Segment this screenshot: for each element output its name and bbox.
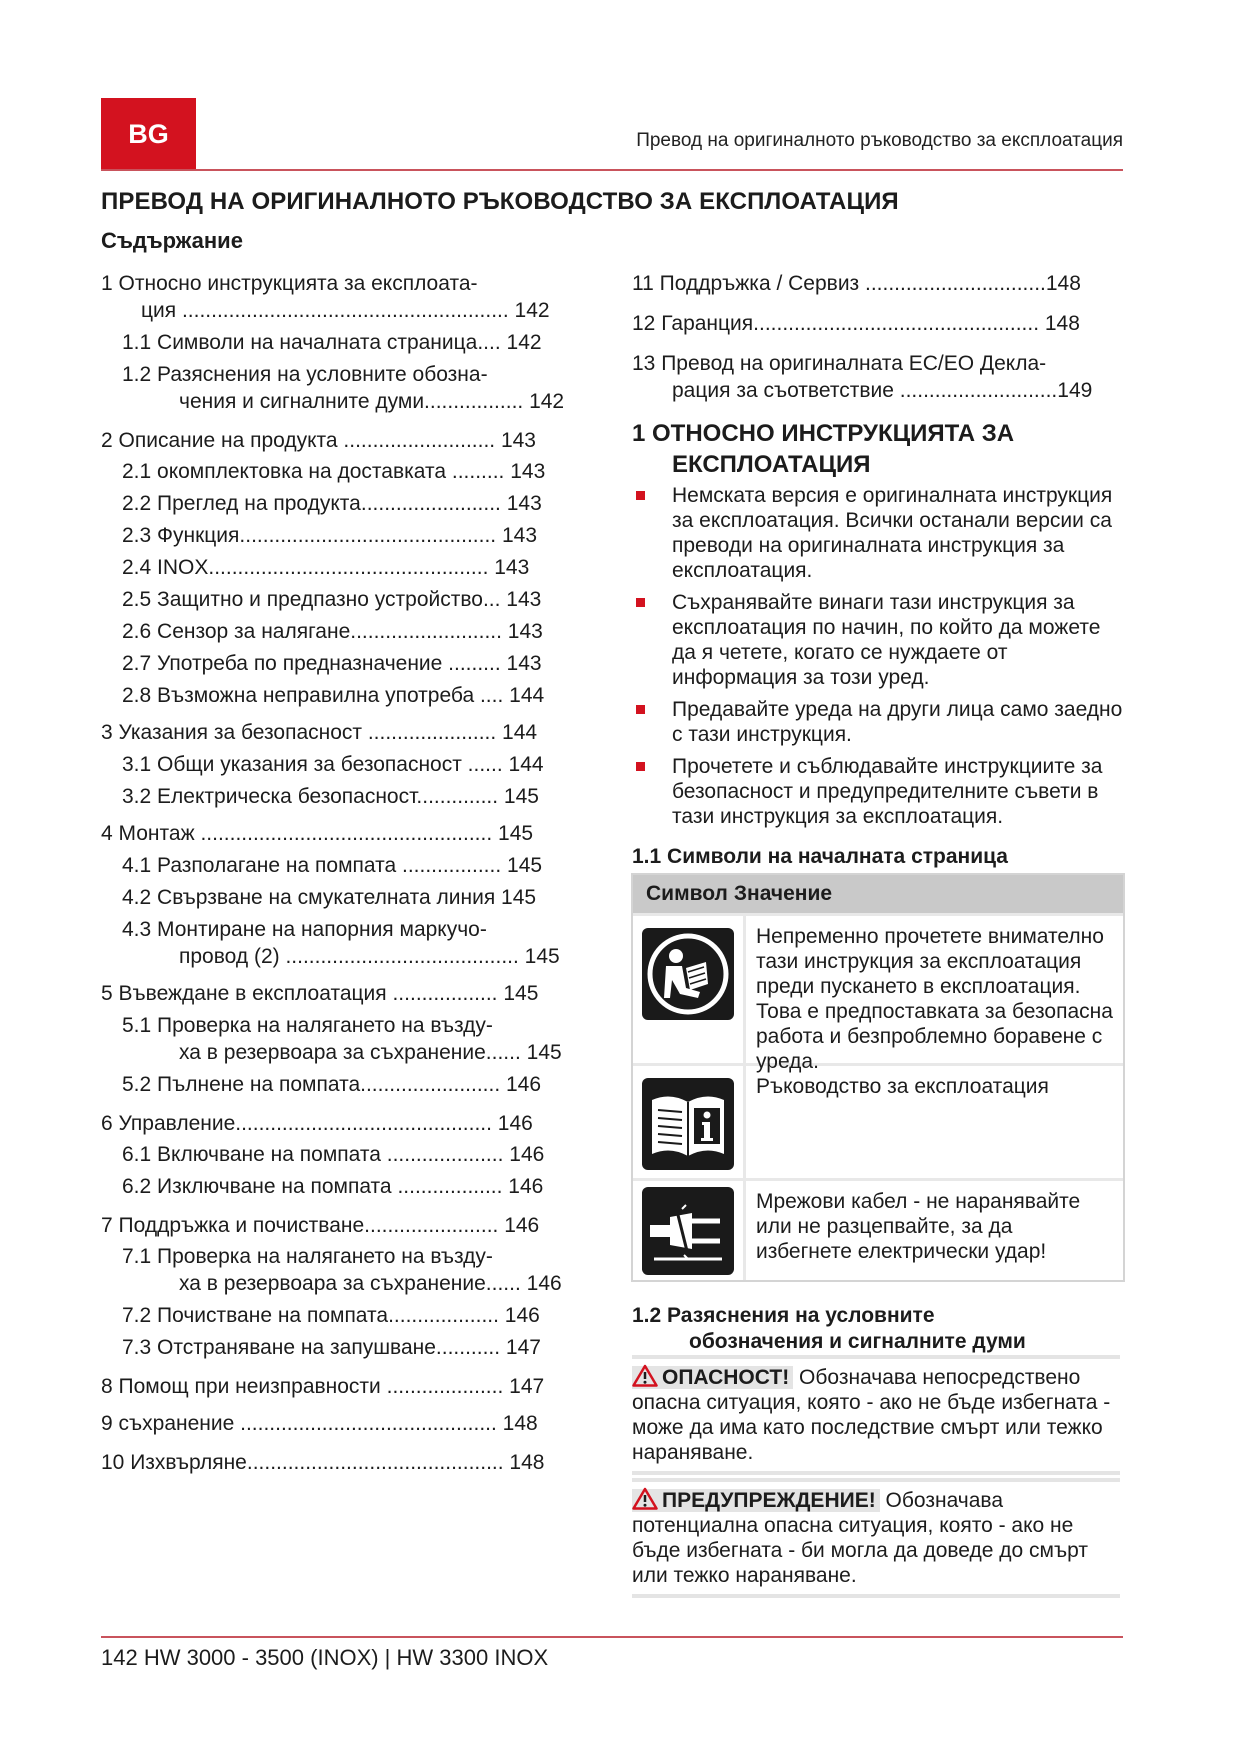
toc-entry-text: 3.2 Електрическа безопасност.............. 145: [122, 785, 539, 808]
operating-manual-icon: [642, 1078, 734, 1170]
toc-entry[interactable]: [101, 270, 607, 324]
section-1-title-line2: ЕКСПЛОАТАЦИЯ: [672, 451, 871, 478]
symbol-cell: [633, 916, 746, 1063]
col-symbol-header: Символ: [646, 882, 728, 905]
toc-entry[interactable]: [101, 618, 607, 645]
toc-entry[interactable]: [101, 1449, 607, 1476]
toc-entry[interactable]: [101, 329, 607, 356]
toc-entry-continuation: ция ........................................................ 142: [141, 299, 550, 322]
toc-entry-text: 13 Превод на оригиналната ЕС/ЕО Декла-: [632, 352, 1047, 375]
warning-box: [632, 1478, 1120, 1598]
damaged-cable-icon: [642, 1187, 734, 1275]
toc-entry-text: 4.3 Монтиране на напорния маркучо-: [122, 918, 487, 941]
signals-title-line1: 1.2 Разяснения на условните: [632, 1304, 935, 1327]
section-1-title-line1: 1 ОТНОСНО ИНСТРУКЦИЯТА ЗА: [632, 420, 1015, 447]
warning-text: Обозначава потенциална опасна ситуация, която - ако не бъде избегната - би могла да доведе до смърт или тежко нараняване.: [632, 1489, 1088, 1587]
danger-text: Обозначава непосредствено опасна ситуация, която - ако не бъде избегната - може да има като последствие смърт или тежко нараняване.: [632, 1366, 1111, 1464]
toc-entry-text: 9 съхранение ............................................ 148: [101, 1412, 538, 1435]
running-header: Превод на оригиналното ръководство за експлоатация: [636, 130, 1123, 151]
language-tab: BG: [101, 98, 196, 171]
table-row: [633, 913, 1123, 1073]
toc-entry[interactable]: [101, 1173, 607, 1200]
toc-entry-text: 7.3 Отстраняване на запушване........... 147: [122, 1336, 541, 1359]
toc-entry-text: 7.1 Проверка на налягането на възду-: [122, 1245, 493, 1268]
section-1-title: [632, 418, 1014, 480]
toc-entry-text: 4.1 Разполагане на помпата ................. 145: [122, 854, 543, 877]
danger-label: ОПАСНОСТ!: [662, 1366, 790, 1389]
toc-entry-text: 2 Описание на продукта .......................... 143: [101, 429, 536, 452]
table-row: [633, 1063, 1123, 1178]
toc-entry[interactable]: [101, 554, 607, 581]
warning-triangle-icon: [632, 1364, 658, 1387]
footer-divider: [101, 1636, 1123, 1638]
toc-entry[interactable]: [101, 1243, 607, 1297]
toc-entry[interactable]: [101, 490, 607, 517]
list-item: Немската версия е оригиналната инструкция за експлоатация. Всички останали версии са преводи на оригиналната инструкция за експлоатация.: [632, 483, 1124, 583]
toc-entry-text: 7.2 Почистване на помпата................... 146: [122, 1304, 540, 1327]
toc-entry-text: 6.2 Изключване на помпата .................. 146: [122, 1175, 544, 1198]
toc-entry[interactable]: [101, 783, 607, 810]
signals-title: [632, 1303, 1026, 1355]
toc-entry[interactable]: [101, 361, 607, 415]
toc-entry[interactable]: [101, 820, 607, 847]
symbol-meaning: Непременно прочетете внимателно тази инструкция за експлоатация преди пускането в експлоатация. Това е предпоставката за безопасна работа и безпроблемно боравене с уреда.: [756, 925, 1113, 1073]
toc-entry-text: 1 Относно инструкцията за експлоата-: [101, 272, 478, 295]
toc-entry[interactable]: [101, 751, 607, 778]
toc-entry[interactable]: [101, 1373, 607, 1400]
toc-entry-text: 6.1 Включване на помпата .................... 146: [122, 1143, 545, 1166]
toc-entry[interactable]: [101, 1334, 607, 1361]
toc-entry-text: 8 Помощ при неизправности .................... 147: [101, 1375, 545, 1398]
toc-entry-text: 6 Управление............................................ 146: [101, 1112, 533, 1135]
danger-label-wrap: [632, 1366, 793, 1389]
symbols-table-header: [633, 875, 1123, 913]
toc-entry-text: 4.2 Свързване на смукателната линия 145: [122, 886, 537, 909]
toc-entry[interactable]: [101, 586, 607, 613]
warning-label: ПРЕДУПРЕЖДЕНИЕ!: [662, 1489, 876, 1512]
toc-entry[interactable]: [101, 427, 607, 454]
toc-entry-text: 11 Поддръжка / Сервиз ...............................148: [632, 272, 1081, 295]
symbols-table: [631, 873, 1125, 1282]
toc-entry-text: 2.5 Защитно и предпазно устройство... 143: [122, 588, 542, 611]
toc-entry-text: 2.4 INOX................................................ 143: [122, 556, 530, 579]
toc-entry-text: 2.6 Сензор за налягане.......................... 143: [122, 620, 543, 643]
section-1-bullets: [632, 483, 1124, 836]
toc-entry[interactable]: [101, 916, 607, 970]
toc-entry-text: 7 Поддръжка и почистване....................... 146: [101, 1214, 540, 1237]
symbols-title: 1.1 Символи на началната страница: [632, 845, 1008, 868]
toc-entry-text: 4 Монтаж .................................................. 145: [101, 822, 534, 845]
warning-label-wrap: [632, 1489, 880, 1512]
toc-entry-text: 3.1 Общи указания за безопасност ...... 144: [122, 753, 544, 776]
toc-entry[interactable]: [101, 1410, 607, 1437]
toc-entry-text: 10 Изхвърляне............................................ 148: [101, 1451, 545, 1474]
table-of-contents-left: [101, 270, 607, 1476]
toc-entry[interactable]: [101, 884, 607, 911]
toc-entry-text: 3 Указания за безопасност ...................... 144: [101, 721, 538, 744]
toc-entry[interactable]: [632, 270, 1124, 297]
header-divider: [101, 169, 1123, 171]
toc-entry[interactable]: [632, 310, 1124, 337]
toc-entry[interactable]: [101, 1212, 607, 1239]
toc-entry[interactable]: [101, 1141, 607, 1168]
toc-heading: Съдържание: [101, 228, 243, 253]
toc-entry-text: 1.2 Разяснения на условните обозна-: [122, 363, 488, 386]
toc-entry-continuation: провод (2) ........................................ 145: [179, 945, 560, 968]
toc-entry-text: 2.1 окомплектовка на доставката ......... 143: [122, 460, 546, 483]
toc-entry[interactable]: [101, 522, 607, 549]
toc-entry-text: 5 Въвеждане в експлоатация .................. 145: [101, 982, 539, 1005]
list-item: Предавайте уреда на други лица само заедно с тази инструкция.: [632, 697, 1124, 747]
toc-entry[interactable]: [101, 1302, 607, 1329]
toc-entry[interactable]: [101, 1110, 607, 1137]
list-item: Съхранявайте винаги тази инструкция за експлоатация по начин, по който да можете да я четете, когато се нуждаете от информация за този уред.: [632, 590, 1124, 690]
table-row: [633, 1178, 1123, 1280]
toc-entry-continuation: чения и сигналните думи................. 142: [179, 390, 565, 413]
toc-entry-text: 2.3 Функция............................................ 143: [122, 524, 537, 547]
toc-entry[interactable]: [632, 350, 1124, 404]
toc-entry[interactable]: [101, 1012, 607, 1066]
toc-entry-text: 5.2 Пълнене на помпата........................ 146: [122, 1073, 542, 1096]
toc-entry-continuation: рация за съответствие ...........................149: [672, 379, 1093, 402]
toc-entry-continuation: ха в резервоара за съхранение...... 145: [179, 1041, 562, 1064]
symbol-cell: [633, 1066, 746, 1178]
toc-entry-text: 2.2 Преглед на продукта........................ 143: [122, 492, 542, 515]
toc-entry[interactable]: [101, 719, 607, 746]
symbol-meaning: Ръководство за експлоатация: [756, 1075, 1049, 1098]
toc-entry[interactable]: [101, 980, 607, 1007]
page-footer: 142 HW 3000 - 3500 (INOX) | HW 3300 INOX: [101, 1645, 549, 1670]
toc-entry-text: 1.1 Символи на началната страница.... 142: [122, 331, 542, 354]
toc-entry-text: 12 Гаранция................................................. 148: [632, 312, 1080, 335]
list-item: Прочетете и съблюдавайте инструкциите за безопасност и предупредителните съвети в тази инструкция за експлоатация.: [632, 754, 1124, 829]
toc-entry[interactable]: [101, 852, 607, 879]
toc-entry[interactable]: [101, 1071, 607, 1098]
danger-box: [632, 1355, 1120, 1475]
warning-triangle-icon: [632, 1487, 658, 1510]
toc-entry[interactable]: [101, 458, 607, 485]
symbol-meaning: Мрежови кабел - не наранявайте или не разцепвайте, за да избегнете електрически удар!: [756, 1190, 1081, 1263]
toc-entry-continuation: ха в резервоара за съхранение...... 146: [179, 1272, 562, 1295]
toc-entry[interactable]: [101, 682, 607, 709]
read-manual-icon: [642, 928, 734, 1020]
toc-entry-text: 2.7 Употреба по предназначение ......... 143: [122, 652, 542, 675]
signals-title-line2: обозначения и сигналните думи: [689, 1330, 1026, 1353]
toc-entry-text: 5.1 Проверка на налягането на възду-: [122, 1014, 493, 1037]
toc-entry[interactable]: [101, 650, 607, 677]
col-meaning-header: Значение: [733, 882, 833, 905]
toc-entry-text: 2.8 Възможна неправилна употреба .... 144: [122, 684, 545, 707]
table-of-contents-right: [632, 270, 1124, 404]
document-title: ПРЕВОД НА ОРИГИНАЛНОТО РЪКОВОДСТВО ЗА ЕКСПЛОАТАЦИЯ: [101, 188, 899, 215]
symbol-cell: [633, 1181, 746, 1280]
